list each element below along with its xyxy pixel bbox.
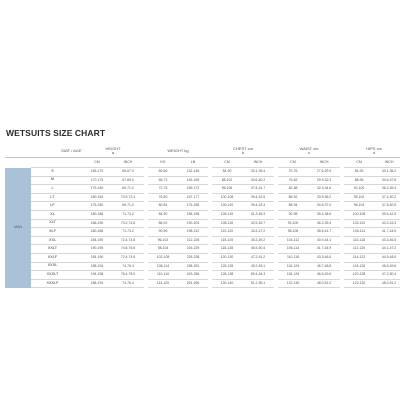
measurement-cell: 225-238: [178, 253, 208, 262]
measurement-cell: 122-130: [278, 279, 308, 288]
measurement-cell: 185-198: [178, 210, 208, 219]
measurement-cell: 118-126: [344, 262, 374, 271]
measurement-cell: 39.4-42.5: [242, 193, 274, 202]
table-row: [5, 228, 400, 237]
measurement-cell: 37.8-41.7: [242, 185, 274, 194]
size-cell: LF: [31, 202, 74, 211]
measurement-cell: 188-194: [82, 279, 112, 288]
measurement-cell: 86-92: [278, 193, 308, 202]
measurement-cell: 180-184: [82, 193, 112, 202]
measurement-cell: 34.6-37.8: [374, 176, 400, 185]
measurement-cell: 42.5-45.7: [242, 219, 274, 228]
measurement-cell: 145-159: [178, 176, 208, 185]
measurement-cell: 251-265: [178, 279, 208, 288]
measurement-cell: 66-72: [148, 176, 178, 185]
measurement-cell: 36.2-39.4: [308, 219, 340, 228]
measurement-cell: 70-76: [278, 168, 308, 177]
size-chart-table: [5, 145, 400, 288]
measurement-cell: 90-96: [148, 228, 178, 237]
measurement-cell: 116-124: [278, 262, 308, 271]
measurement-cell: 39.4-43.3: [242, 202, 274, 211]
size-cell: XXXLT: [31, 271, 74, 280]
measurement-cell: 44.1-47.2: [374, 245, 400, 254]
measurement-cell: 115-125: [212, 236, 242, 245]
measurement-cell: 98-106: [278, 228, 308, 237]
measurement-cell: 40.2-43.3: [374, 219, 400, 228]
table-row: [5, 279, 400, 288]
size-age-header: SIZE / AGE: [31, 145, 82, 158]
table-row: [5, 253, 400, 262]
size-cell: XXXLF: [31, 279, 74, 288]
measurement-cell: 48.0-51.2: [308, 279, 340, 288]
measurement-cell: 110-120: [212, 228, 242, 237]
measurement-cell: 190-195: [82, 245, 112, 254]
measurement-cell: 27.6-29.9: [308, 168, 340, 177]
measurement-cell: 102-110: [344, 219, 374, 228]
measurement-cell: 88-96: [344, 176, 374, 185]
unit-header: KG: [148, 158, 178, 168]
measurement-cell: 69-71.0: [112, 202, 144, 211]
measurement-cell: 106-114: [278, 245, 308, 254]
unit-header: CM: [212, 158, 242, 168]
size-cell: XLF: [31, 228, 74, 237]
measurement-cell: 60-66: [148, 168, 178, 177]
measurement-cell: 67-69.0: [112, 176, 144, 185]
measurement-cell: 122-130: [344, 279, 374, 288]
size-cell: S: [31, 168, 74, 177]
measurement-cell: 49.2-53.1: [242, 262, 274, 271]
measurement-cell: 48.0-51.2: [374, 279, 400, 288]
measurement-cell: 98-104: [148, 245, 178, 254]
measurement-cell: 76-80: [148, 193, 178, 202]
measurement-cell: 132-145: [178, 168, 208, 177]
measurement-cell: 84-90: [212, 168, 242, 177]
group-header-height: HEIGHT a: [82, 145, 144, 158]
table-row: [5, 176, 400, 185]
measurement-cell: 33.9-36.2: [308, 193, 340, 202]
size-cell: XLT: [31, 219, 74, 228]
measurement-cell: 102-108: [148, 253, 178, 262]
measurement-cell: 194-198: [82, 271, 112, 280]
measurement-cell: 92-100: [278, 219, 308, 228]
table-row: [5, 210, 400, 219]
size-cell: XXLF: [31, 253, 74, 262]
size-cell: LT: [31, 193, 74, 202]
measurement-cell: 71-73.2: [112, 210, 144, 219]
table-row: [5, 168, 400, 177]
measurement-cell: 110-118: [344, 236, 374, 245]
measurement-cell: 45.7-48.8: [308, 262, 340, 271]
measurement-cell: 90-98: [278, 210, 308, 219]
measurement-cell: 35.4-38.6: [308, 210, 340, 219]
measurement-cell: 176-185: [178, 202, 208, 211]
table-body: [5, 168, 400, 288]
size-cell: XXLT: [31, 245, 74, 254]
measurement-cell: 72-78: [148, 185, 178, 194]
unit-header: INCH: [112, 158, 144, 168]
table-header: [5, 145, 400, 168]
size-cell: XXL: [31, 236, 74, 245]
measurement-cell: 32.3-34.6: [308, 185, 340, 194]
measurement-cell: 34.6-40.2: [242, 176, 274, 185]
unit-header: CM: [82, 158, 112, 168]
measurement-cell: 84-90: [148, 210, 178, 219]
measurement-cell: 43.3-46.5: [308, 253, 340, 262]
measurement-cell: 70.9-72.4: [112, 193, 144, 202]
measurement-cell: 186-190: [82, 219, 112, 228]
measurement-cell: 47.2-50.4: [374, 271, 400, 280]
measurement-cell: 36.2-39.4: [374, 185, 400, 194]
measurement-cell: 159-172: [178, 185, 208, 194]
table-row: [5, 202, 400, 211]
measurement-cell: 112-120: [344, 245, 374, 254]
measurement-cell: 51.2-55.1: [242, 279, 274, 288]
measurement-cell: 76.4-78.0: [112, 271, 144, 280]
measurement-cell: 114-122: [344, 253, 374, 262]
size-cell: M: [31, 176, 74, 185]
measurement-cell: 73.2-74.8: [112, 219, 144, 228]
measurement-cell: 37.8-40.9: [374, 202, 400, 211]
measurement-cell: 69-71.0: [112, 185, 144, 194]
measurement-cell: 238-251: [178, 262, 208, 271]
measurement-cell: 72.4-74.8: [112, 236, 144, 245]
table-row: [5, 185, 400, 194]
measurement-cell: 88-94: [278, 202, 308, 211]
table-row: [5, 219, 400, 228]
measurement-cell: 46.5-49.6: [374, 262, 400, 271]
measurement-cell: 41.7-44.9: [374, 228, 400, 237]
size-cell: XXXL: [31, 262, 74, 271]
group-header-weight: WEIGHT kg: [148, 145, 208, 158]
measurement-cell: 96-104: [344, 202, 374, 211]
gender-label: MAN: [5, 168, 31, 288]
measurement-cell: 190-203: [178, 219, 208, 228]
measurement-cell: 114-120: [148, 279, 178, 288]
measurement-cell: 104-112: [278, 236, 308, 245]
measurement-cell: 118-126: [278, 271, 308, 280]
measurement-cell: 29.9-32.3: [308, 176, 340, 185]
measurement-cell: 43.3-47.2: [242, 228, 274, 237]
size-cell: L: [31, 185, 74, 194]
measurement-cell: 44.9-48.0: [374, 253, 400, 262]
measurement-cell: 188-194: [82, 262, 112, 271]
table-row: [5, 262, 400, 271]
measurement-cell: 46.5-50.4: [242, 245, 274, 254]
measurement-cell: 33.1-36.2: [374, 168, 400, 177]
table-row: [5, 193, 400, 202]
measurement-cell: 180-186: [82, 228, 112, 237]
measurement-cell: 108-114: [148, 262, 178, 271]
measurement-cell: 105-115: [212, 210, 242, 219]
measurement-cell: 71-73.2: [112, 228, 144, 237]
measurement-cell: 40.9-44.1: [308, 236, 340, 245]
measurement-cell: 100-108: [344, 210, 374, 219]
measurement-cell: 38.6-41.7: [308, 228, 340, 237]
measurement-cell: 180-186: [82, 210, 112, 219]
measurement-cell: 45.3-49.2: [242, 236, 274, 245]
unit-header: CM: [278, 158, 308, 168]
measurement-cell: 92-100: [344, 185, 374, 194]
measurement-cell: 130-140: [212, 279, 242, 288]
measurement-cell: 50.4-54.3: [242, 271, 274, 280]
measurement-cell: 175-180: [82, 202, 112, 211]
table-row: [5, 236, 400, 245]
measurement-cell: 96-106: [212, 185, 242, 194]
unit-header: LB: [178, 158, 208, 168]
measurement-cell: 118-128: [212, 245, 242, 254]
header-group-row: [5, 145, 400, 158]
measurement-cell: 88-102: [212, 176, 242, 185]
measurement-cell: 216-229: [178, 245, 208, 254]
measurement-cell: 212-225: [178, 236, 208, 245]
measurement-cell: 72.4-74.8: [112, 253, 144, 262]
measurement-cell: 34.6-37.0: [308, 202, 340, 211]
measurement-cell: 37.4-40.2: [374, 193, 400, 202]
header-unit-row: [5, 158, 400, 168]
measurement-cell: 175-180: [82, 185, 112, 194]
measurement-cell: 96-102: [148, 236, 178, 245]
measurement-cell: 110-116: [148, 271, 178, 280]
measurement-cell: 41.3-45.3: [242, 210, 274, 219]
measurement-cell: 198-212: [178, 228, 208, 237]
measurement-cell: 165-170: [82, 168, 112, 177]
measurement-cell: 125-135: [212, 262, 242, 271]
unit-header: CM: [344, 158, 374, 168]
measurement-cell: 120-130: [212, 253, 242, 262]
size-cell: XL: [31, 210, 74, 219]
group-header-chest: CHEST cm b: [212, 145, 274, 158]
header-blank: [5, 145, 31, 158]
group-header-waist: WAIST cm c: [278, 145, 340, 158]
group-header-hips: HIPS cm d: [344, 145, 400, 158]
measurement-cell: 39.4-42.5: [374, 210, 400, 219]
measurement-cell: 82-88: [278, 185, 308, 194]
measurement-cell: 74-76.4: [112, 279, 144, 288]
measurement-cell: 106-114: [344, 228, 374, 237]
measurement-cell: 100-108: [212, 193, 242, 202]
measurement-cell: 243-256: [178, 271, 208, 280]
measurement-cell: 100-110: [212, 202, 242, 211]
measurement-cell: 108-116: [212, 219, 242, 228]
measurement-cell: 41.7-44.9: [308, 245, 340, 254]
measurement-cell: 120-128: [344, 271, 374, 280]
measurement-cell: 65-67.0: [112, 168, 144, 177]
measurement-cell: 128-138: [212, 271, 242, 280]
measurement-cell: 184-190: [82, 236, 112, 245]
unit-header: INCH: [374, 158, 400, 168]
measurement-cell: 95-102: [344, 193, 374, 202]
page-title: WETSUITS SIZE CHART: [6, 128, 106, 138]
measurement-cell: 47.2-51.2: [242, 253, 274, 262]
measurement-cell: 80-84: [148, 202, 178, 211]
measurement-cell: 84-92: [344, 168, 374, 177]
measurement-cell: 170-175: [82, 176, 112, 185]
unit-header: INCH: [242, 158, 274, 168]
unit-header: INCH: [308, 158, 340, 168]
measurement-cell: 43.3-46.5: [374, 236, 400, 245]
measurement-cell: 74-76.4: [112, 262, 144, 271]
table-row: [5, 245, 400, 254]
measurement-cell: 110-118: [278, 253, 308, 262]
measurement-cell: 74.8-76.8: [112, 245, 144, 254]
measurement-cell: 33.1-35.4: [242, 168, 274, 177]
measurement-cell: 76-82: [278, 176, 308, 185]
measurement-cell: 46.5-49.6: [308, 271, 340, 280]
measurement-cell: 167-177: [178, 193, 208, 202]
measurement-cell: 86-92: [148, 219, 178, 228]
measurement-cell: 184-190: [82, 253, 112, 262]
table-row: [5, 271, 400, 280]
